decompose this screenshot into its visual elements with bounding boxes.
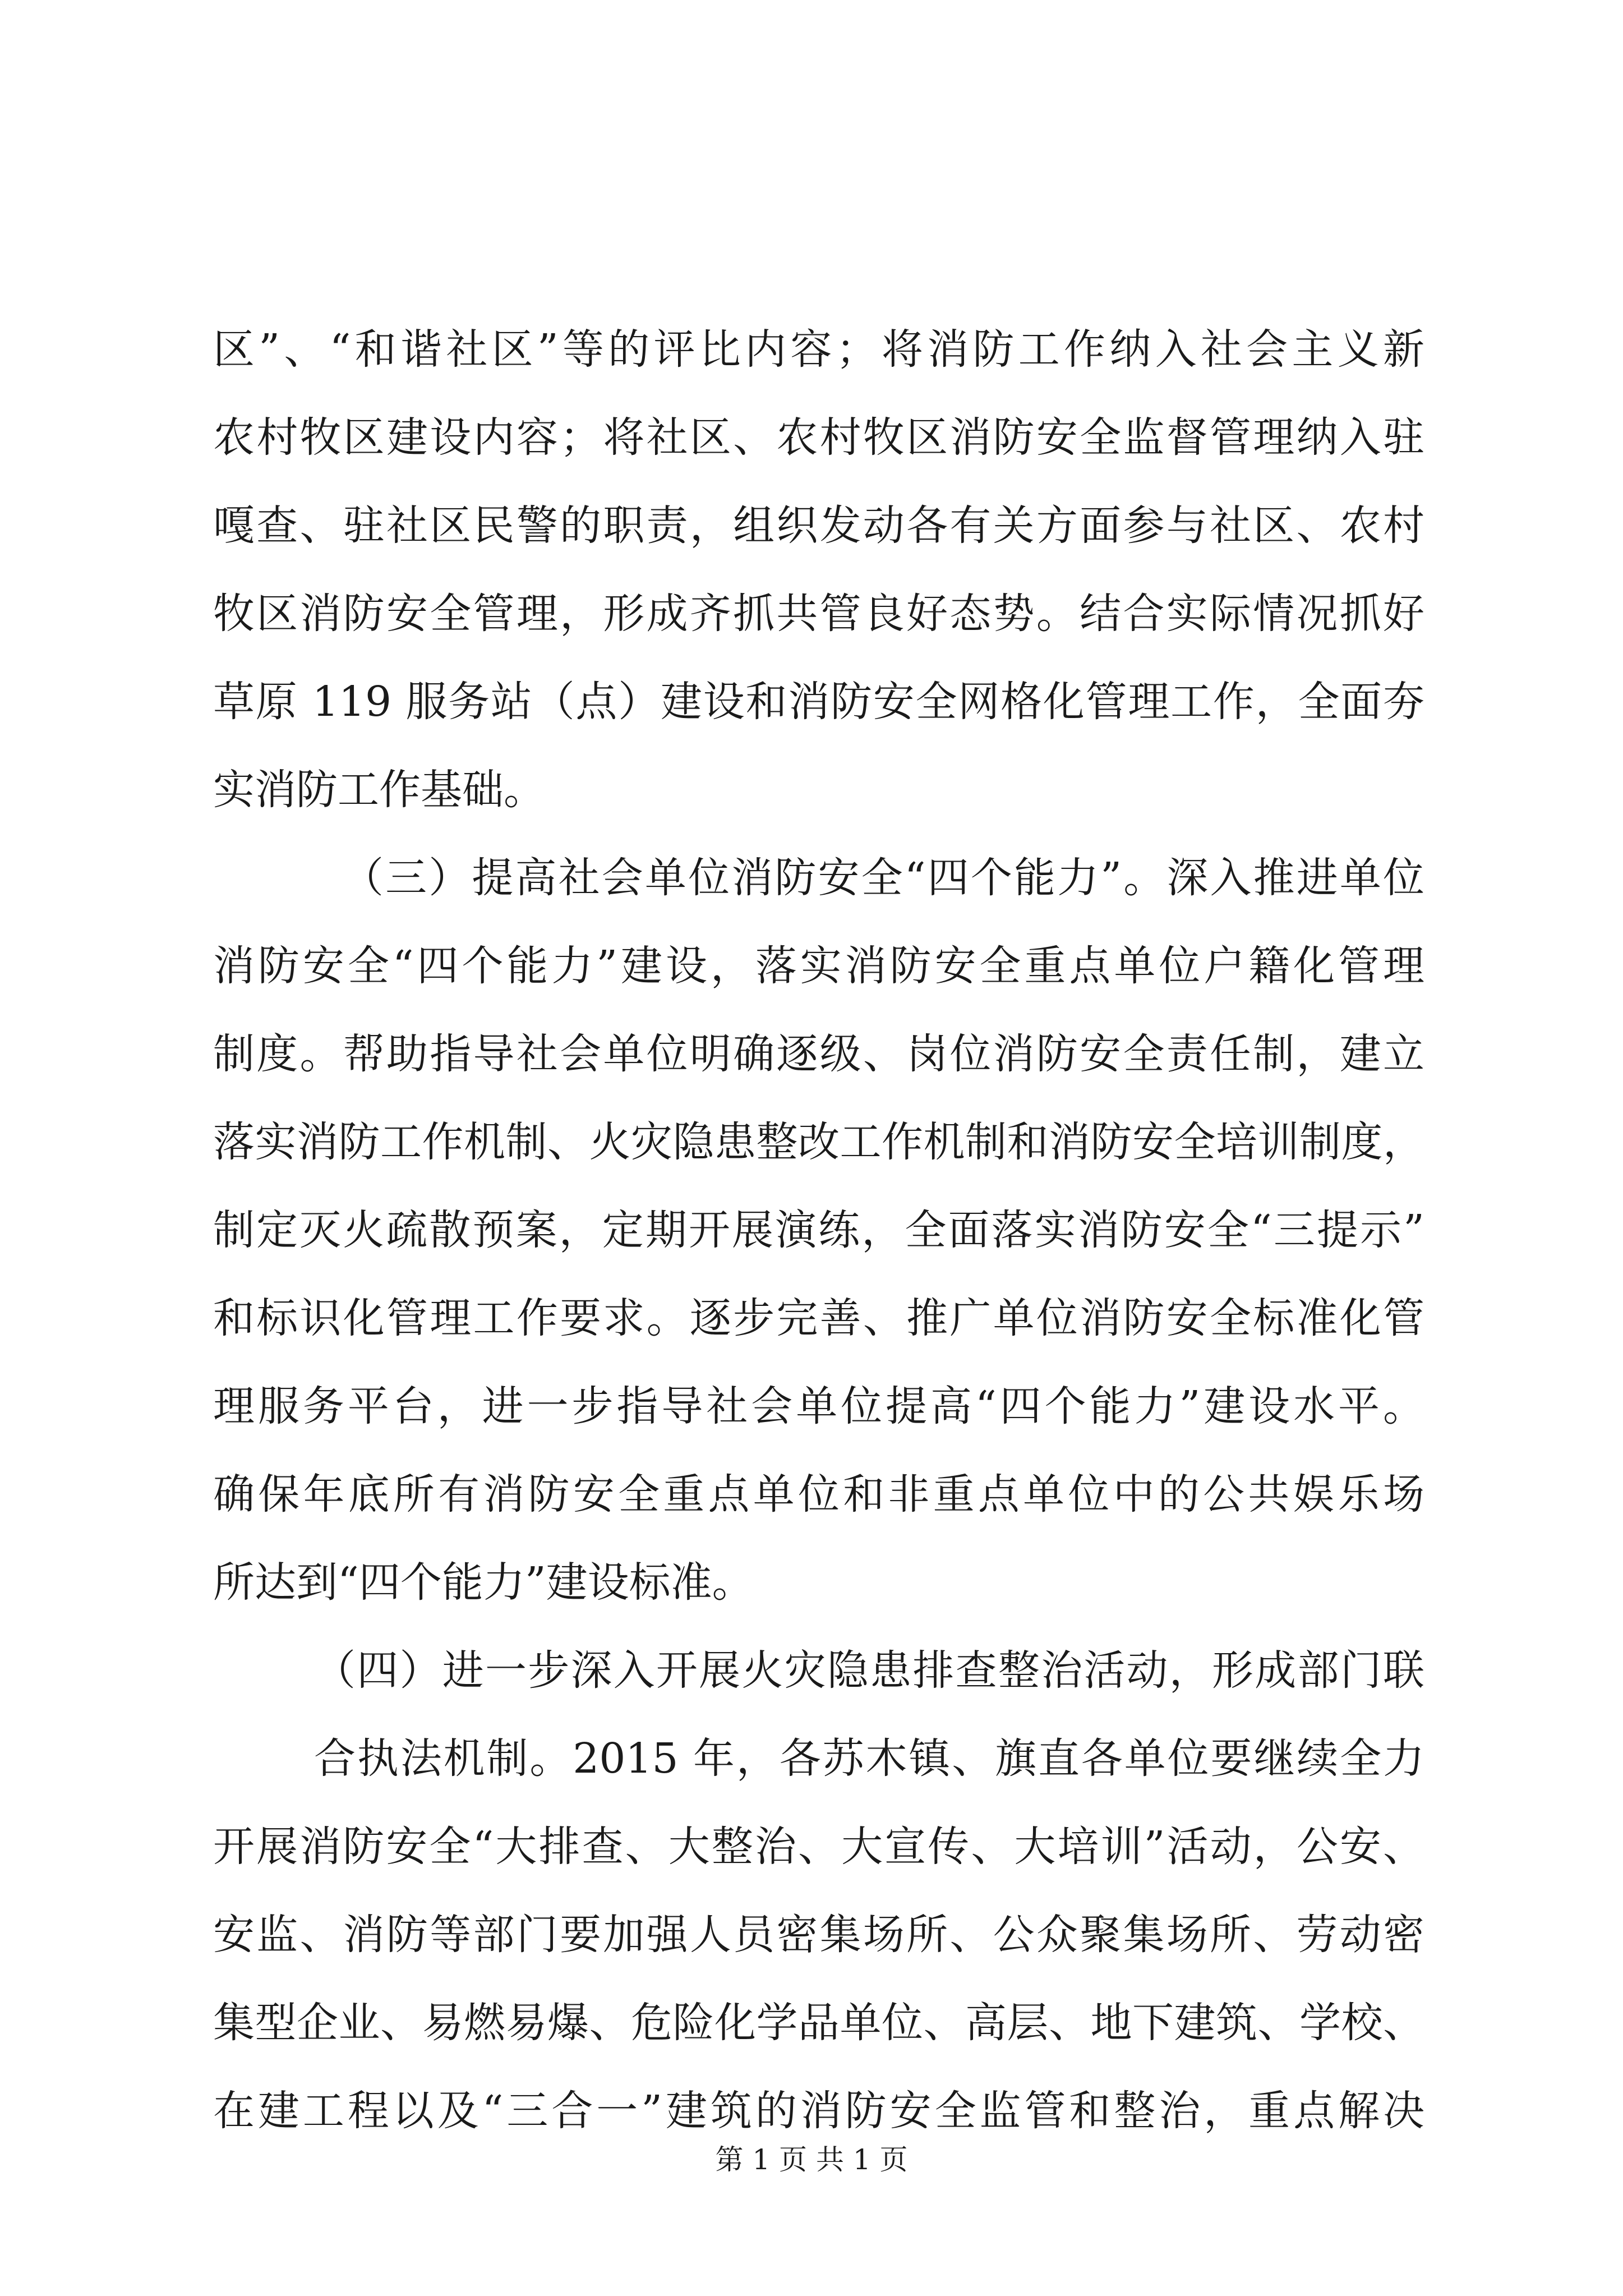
text-line: 开展消防安全“大排查、大整治、大宣传、大培训”活动，公安、 xyxy=(213,1823,1424,1871)
text-line: 理服务平台，进一步指导社会单位提高“四个能力”建设水平。 xyxy=(213,1382,1424,1430)
text-line: 制定灭火疏散预案，定期开展演练，全面落实消防安全“三提示” xyxy=(213,1206,1424,1254)
text-line: 合执法机制。2015 年，各苏木镇、旗直各单位要继续全力 xyxy=(314,1734,1424,1783)
text-line: 农村牧区建设内容；将社区、农村牧区消防安全监督管理纳入驻 xyxy=(213,413,1424,462)
section-heading-four: （四）进一步深入开展火灾隐患排查整治活动，形成部门联 xyxy=(314,1646,1424,1695)
text-line: 实消防工作基础。 xyxy=(213,766,545,814)
text-line: 落实消防工作机制、火灾隐患整改工作机制和消防安全培训制度， xyxy=(213,1118,1424,1166)
text-line: 草原 119 服务站（点）建设和消防安全网格化管理工作，全面夯 xyxy=(213,678,1424,726)
text-line: 安监、消防等部门要加强人员密集场所、公众聚集场所、劳动密 xyxy=(213,1911,1424,1959)
text-line: 嘎查、驻社区民警的职责，组织发动各有关方面参与社区、农村 xyxy=(213,501,1424,550)
text-line: 区”、“和谐社区”等的评比内容；将消防工作纳入社会主义新 xyxy=(213,325,1424,374)
page-number-label: 第 1 页 共 1 页 xyxy=(715,2143,908,2176)
text-line: 消防安全“四个能力”建设，落实消防安全重点单位户籍化管理 xyxy=(213,942,1424,990)
body-text xyxy=(213,306,1424,2155)
text-line: 所达到“四个能力”建设标准。 xyxy=(213,1558,754,1607)
text-line: 牧区消防安全管理，形成齐抓共管良好态势。结合实际情况抓好 xyxy=(213,590,1424,638)
text-line: 制度。帮助指导社会单位明确逐级、岗位消防安全责任制，建立 xyxy=(213,1030,1424,1078)
text-line: 确保年底所有消防安全重点单位和非重点单位中的公共娱乐场 xyxy=(213,1470,1424,1519)
page-footer xyxy=(0,2137,1623,2178)
section-heading-three: （三）提高社会单位消防安全“四个能力”。深入推进单位 xyxy=(342,854,1424,902)
text-line: 集型企业、易燃易爆、危险化学品单位、高层、地下建筑、学校、 xyxy=(213,1999,1424,2047)
text-line: 和标识化管理工作要求。逐步完善、推广单位消防安全标准化管 xyxy=(213,1294,1424,1342)
text-line: 在建工程以及“三合一”建筑的消防安全监管和整治，重点解决 xyxy=(213,2087,1424,2135)
